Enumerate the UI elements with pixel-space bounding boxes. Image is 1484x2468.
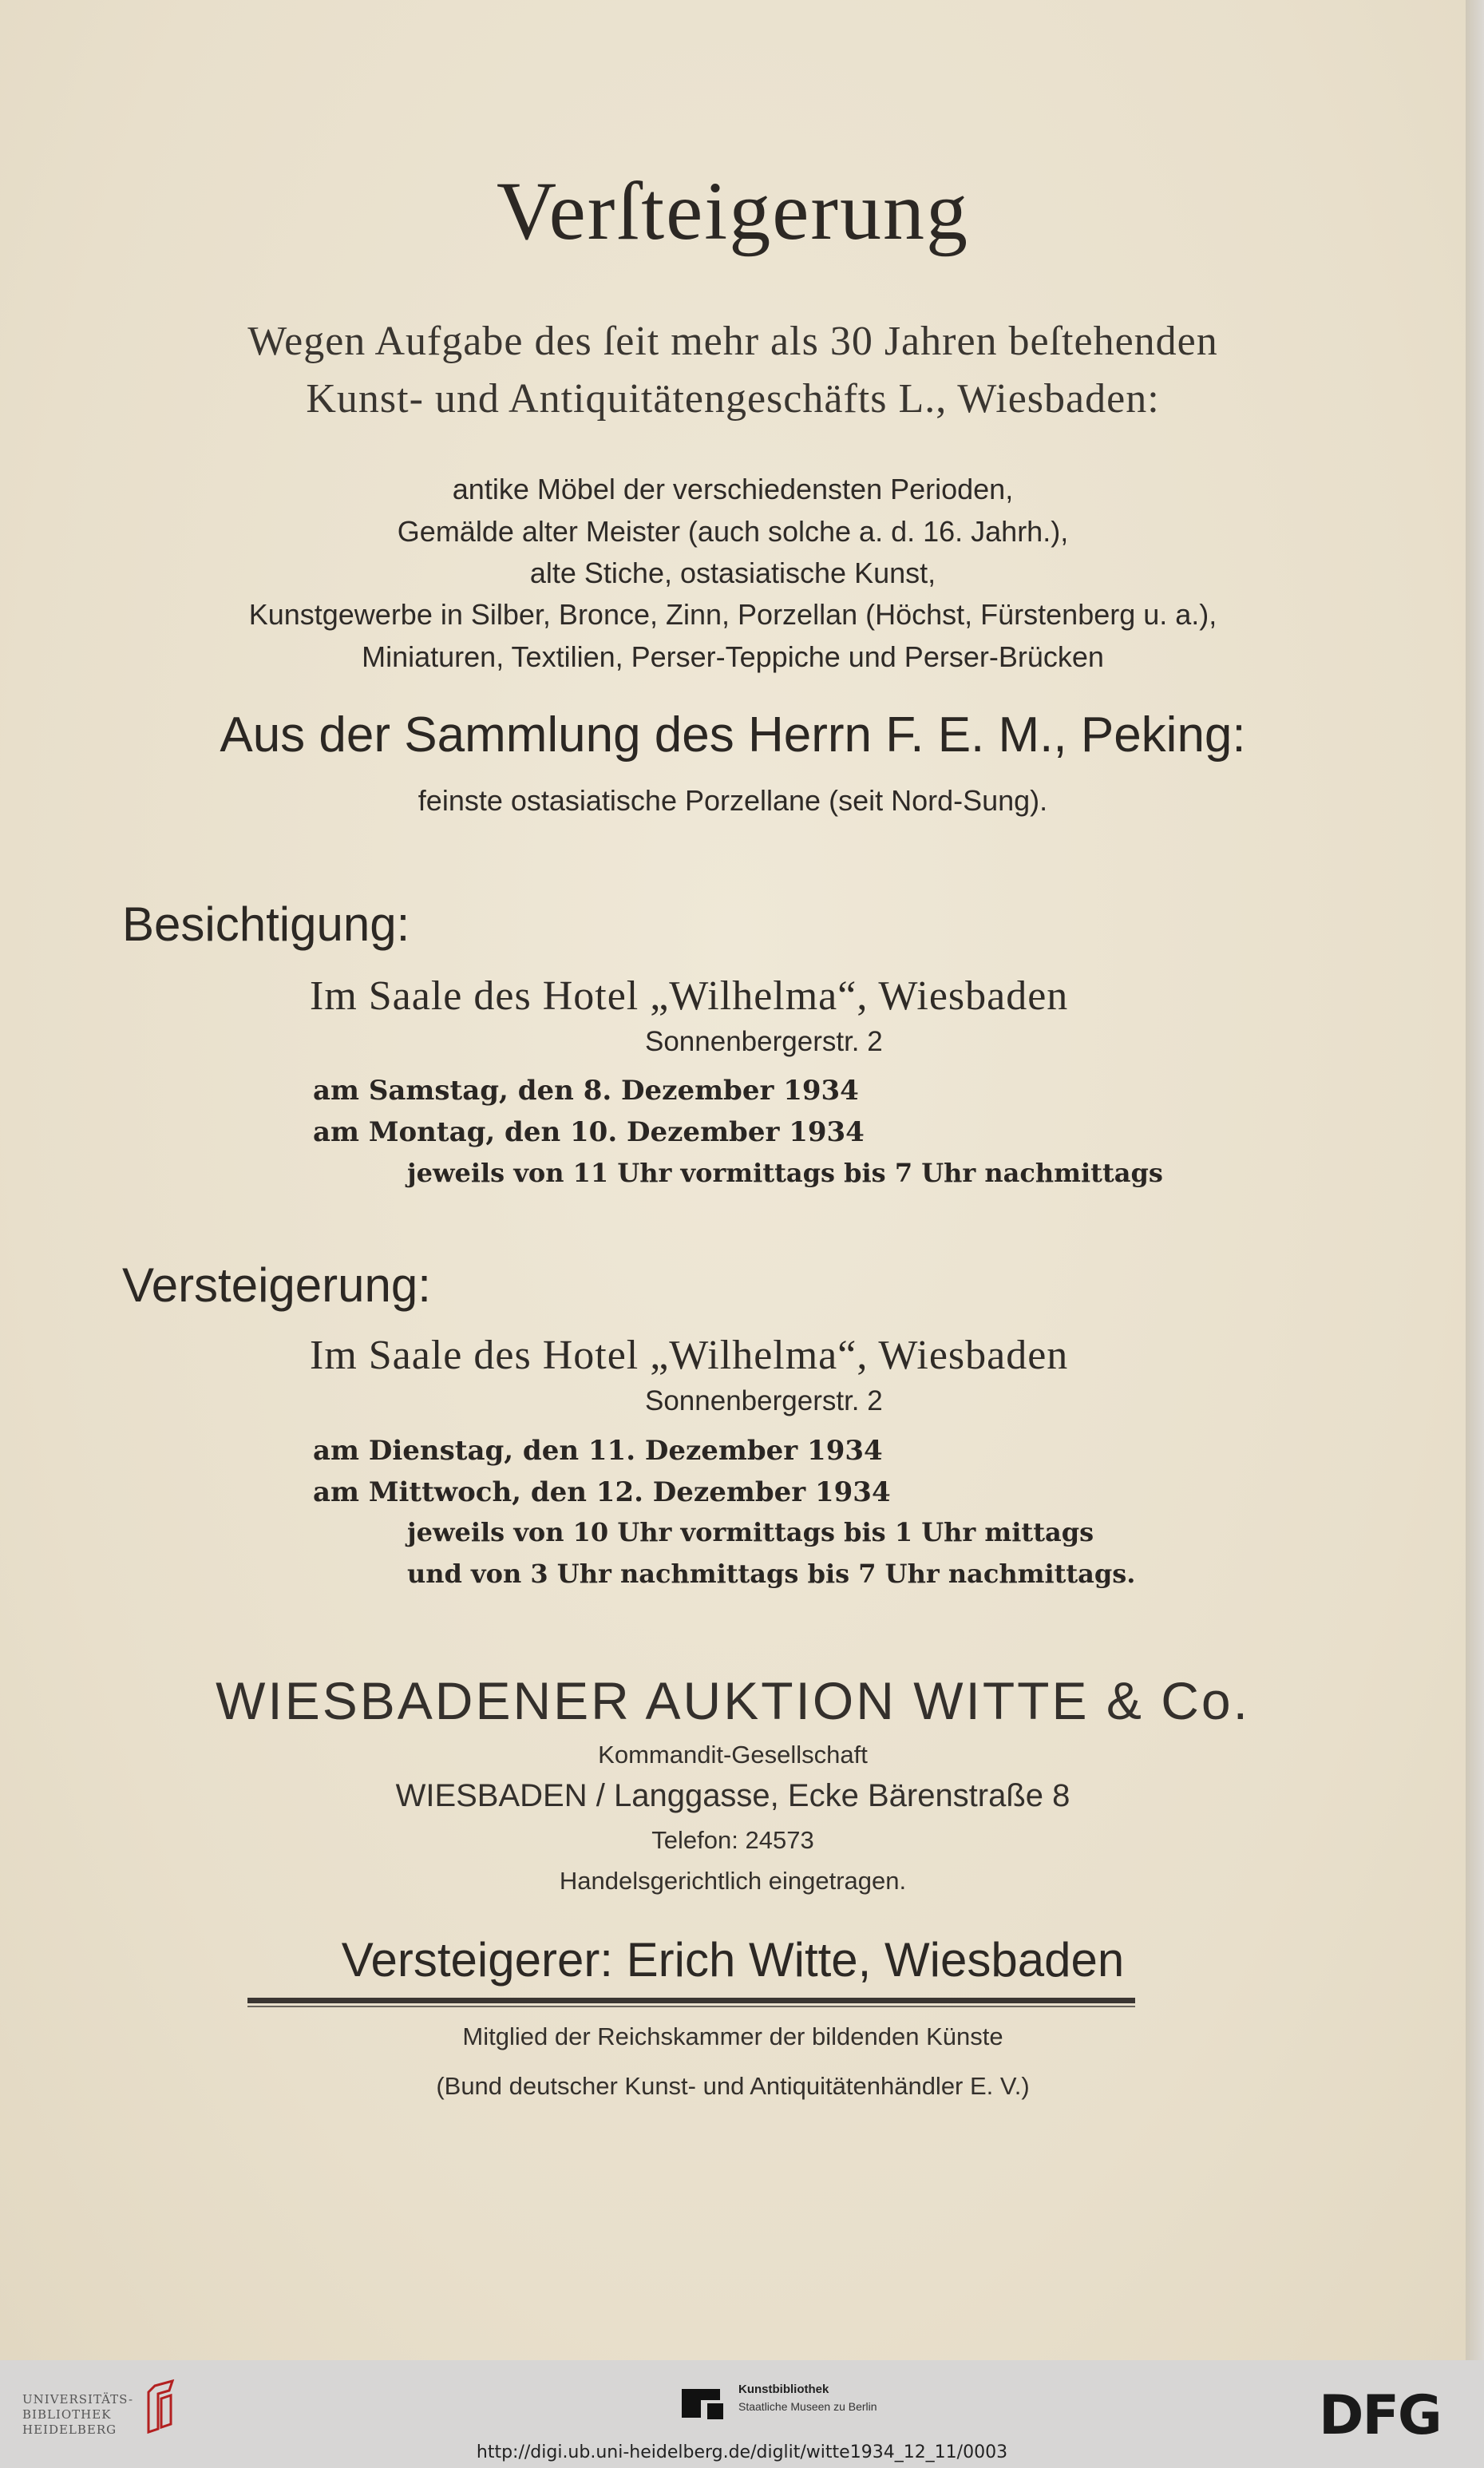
viewing-street: Sonnenbergerstr. 2 bbox=[645, 1026, 883, 1057]
item-line: Miniaturen, Textilien, Perser-Teppiche und Perser-Brücken bbox=[362, 640, 1104, 673]
kunstbibliothek-subtitle: Staatliche Museen zu Berlin bbox=[738, 2400, 877, 2413]
firm-type: Kommandit-Gesellschaft bbox=[598, 1741, 868, 1769]
auction-date: am Mittwoch, den 12. Dezember 1934 bbox=[313, 1476, 891, 1508]
university-line: UNIVERSITÄTS- bbox=[22, 2392, 134, 2407]
item-line: alte Stiche, ostasiatische Kunst, bbox=[529, 557, 936, 589]
auctioneer-name: Versteigerer: Erich Witte, Wiesbaden bbox=[341, 1933, 1125, 1987]
item-line: antike Möbel der verschiedensten Perioden, bbox=[452, 473, 1014, 505]
viewing-time: jeweils von 11 Uhr vormittags bis 7 Uhr nachmittags bbox=[407, 1158, 1163, 1188]
university-line: BIBLIOTHEK bbox=[22, 2407, 112, 2422]
auctioneer-membership: Mitglied der Reichskammer der bildenden Künste bbox=[462, 2022, 1003, 2050]
viewing-venue: Im Saale des Hotel „Wilhelma“, Wiesbaden bbox=[310, 973, 1069, 1019]
firm-address: WIESBADEN / Langgasse, Ecke Bärenstraße 8 bbox=[395, 1778, 1070, 1813]
auction-date: am Dienstag, den 11. Dezember 1934 bbox=[313, 1435, 883, 1467]
collection-subheading: feinste ostasiatische Porzellane (seit Nord-Sung). bbox=[417, 784, 1048, 817]
intro-line: Wegen Aufgabe des ſeit mehr als 30 Jahren beſtehenden bbox=[247, 319, 1218, 364]
intro-line: Kunst- und Antiquitätengeschäfts L., Wiesbaden: bbox=[306, 376, 1160, 422]
viewing-date: am Montag, den 10. Dezember 1934 bbox=[313, 1116, 865, 1148]
document-title: Verſteigerung bbox=[496, 165, 969, 257]
auctioneer-union: (Bund deutscher Kunst- und Antiquitätenhändler E. V.) bbox=[436, 2072, 1030, 2100]
underline-rule bbox=[247, 1998, 1135, 2003]
auction-time: und von 3 Uhr nachmittags bis 7 Uhr nachmittags. bbox=[407, 1559, 1136, 1589]
dfg-logo: DFG bbox=[1319, 2384, 1441, 2447]
university-line: HEIDELBERG bbox=[22, 2422, 117, 2437]
university-library-label bbox=[22, 2392, 133, 2438]
auction-time: jeweils von 10 Uhr vormittags bis 1 Uhr mittags bbox=[407, 1517, 1094, 1547]
viewing-heading: Besichtigung: bbox=[122, 897, 410, 951]
auction-heading: Versteigerung: bbox=[122, 1258, 431, 1312]
source-url[interactable]: http://digi.ub.uni-heidelberg.de/diglit/witte1934_12_11/0003 bbox=[476, 2442, 1008, 2462]
page-edge bbox=[1466, 0, 1484, 2360]
item-line: Kunstgewerbe in Silber, Bronce, Zinn, Porzellan (Höchst, Fürstenberg u. a.), bbox=[248, 598, 1217, 631]
auction-street: Sonnenbergerstr. 2 bbox=[645, 1385, 883, 1416]
firm-phone: Telefon: 24573 bbox=[651, 1826, 814, 1854]
collection-heading: Aus der Sammlung des Herrn F. E. M., Peking: bbox=[220, 707, 1246, 763]
firm-register: Handelsgerichtlich eingetragen. bbox=[559, 1867, 907, 1895]
university-logo-icon bbox=[137, 2379, 177, 2435]
kunstbibliothek-logo-icon bbox=[679, 2383, 726, 2422]
item-line: Gemälde alter Meister (auch solche a. d. 16. Jahrh.), bbox=[397, 515, 1069, 548]
viewing-date: am Samstag, den 8. Dezember 1934 bbox=[313, 1075, 859, 1107]
digitization-footer bbox=[0, 2360, 1484, 2468]
kunstbibliothek-title: Kunstbibliothek bbox=[738, 2383, 829, 2396]
auction-venue: Im Saale des Hotel „Wilhelma“, Wiesbaden bbox=[310, 1333, 1069, 1378]
firm-name: WIESBADENER AUKTION WITTE & Co. bbox=[216, 1671, 1250, 1730]
underline-rule bbox=[247, 2006, 1135, 2007]
